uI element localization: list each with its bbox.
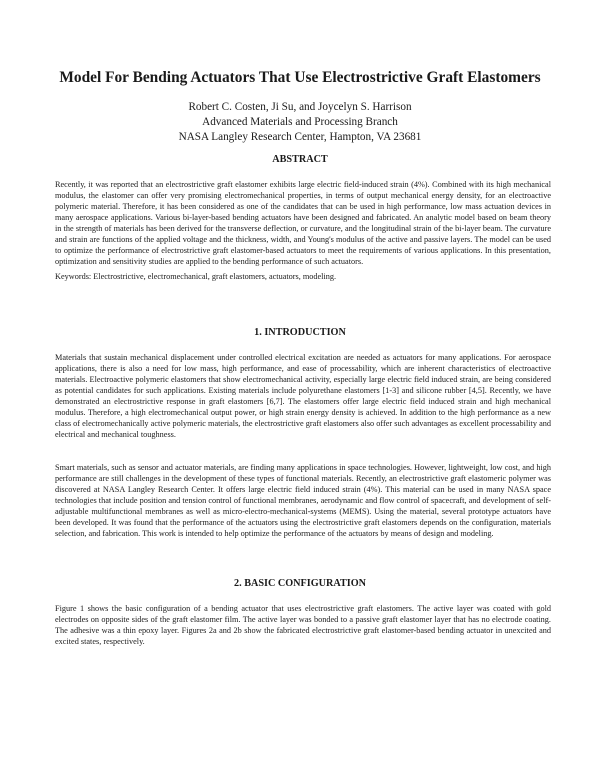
keywords-line: Keywords: Electrostrictive, electromechanical, graft elastomers, actuators, modeling.: [55, 272, 337, 281]
author-list: Robert C. Costen, Ji Su, and Joycelyn S. Harrison: [188, 101, 412, 113]
affiliation-institution: NASA Langley Research Center, Hampton, VA 23681: [178, 131, 422, 143]
introduction-paragraph-1: Materials that sustain mechanical displacement under controlled electrical excitation are needed as actuators for many applications. For aerospace applications, there is also a need for low mass, high performance, and ease of processability, which are inherent characteristics of electroactive materials. Electroactive polymeric elastomers that show electromechanical activity, especially large electric field induced strain, are being considered as potential candidates for such applications. Existing materials include polyurethane elastomers [1-3] and silicone rubber [4,5]. Recently, we have demonstrated an electrostrictive response in graft elastomers [6,7]. The elastomers offer large electric field induced strain and high mechanical modulus. Therefore, a high electromechanical output power, or high strain energy density is achieved. In addition to the high performance as a new class of electromechanically active polymeric materials, the electrostrictive graft elastomers also offer such advantages as excellent processability and electrical and mechanical toughness.: [55, 353, 551, 439]
paper-title: Model For Bending Actuators That Use Electrostrictive Graft Elastomers: [59, 69, 541, 86]
abstract-body: Recently, it was reported that an electrostrictive graft elastomer exhibits large electric field-induced strain (4%). Combined with its high mechanical modulus, the elastomer can offer very promising electromechanical properties, in terms of output mechanical energy density, for an electroactive polymeric material. Therefore, it has been considered as one of the candidates that can be used in high performance, low mass actuation devices in many aerospace applications. Various bi-layer-based bending actuators have been designed and fabricated. An analytic model based on beam theory in the strength of materials has been derived for the transverse deflection, or curvature, and the longitudinal strain of the bi-layer beam. The curvature and strain are functions of the applied voltage and the thickness, width, and Young's modulus of the active and passive layers. The model can be used to optimize the performance of electrostrictive graft elastomer-based actuators to meet the requirements of various applications. In this presentation, optimization and sensitivity studies are applied to the bending performance of such actuators.: [55, 180, 551, 266]
section-heading-basic-configuration: 2. BASIC CONFIGURATION: [234, 578, 366, 589]
affiliation-branch: Advanced Materials and Processing Branch: [202, 116, 398, 128]
basic-configuration-paragraph-1: Figure 1 shows the basic configuration of a bending actuator that uses electrostrictive graft elastomers. The active layer was coated with gold electrodes on opposite sides of the graft elastomer film. The active layer was bonded to a passive graft elastomer layer that has no electrode coating. The adhesive was a thin epoxy layer. Figures 2a and 2b show the fabricated electrostrictive graft elastomer-based bending actuator in unexcited and excited states, respectively.: [55, 604, 551, 646]
section-heading-introduction: 1. INTRODUCTION: [254, 327, 346, 338]
abstract-heading: ABSTRACT: [272, 154, 328, 165]
introduction-paragraph-2: Smart materials, such as sensor and actuator materials, are finding many applications in space technologies. However, lightweight, low cost, and high performance are still challenges in the development of these types of functional materials. Recently, an electrostrictive graft elastomeric polymer was discovered at NASA Langley Research Center. It offers large electric field induced strain (4%). This material can be used in many NASA space technologies that include position and tension control of functional membranes, aerodynamic and flow control of spacecraft, and development of self-adjustable multifunctional membranes as well as micro-electro-mechanical-systems (MEMS). Using the material, several prototype actuators have been developed. It was found that the performance of the actuators using the electrostrictive graft elastomers depends on the configuration, materials selection, and fabrication. This work is intended to help optimize the performance of the actuators by means of design and modeling.: [55, 463, 551, 538]
